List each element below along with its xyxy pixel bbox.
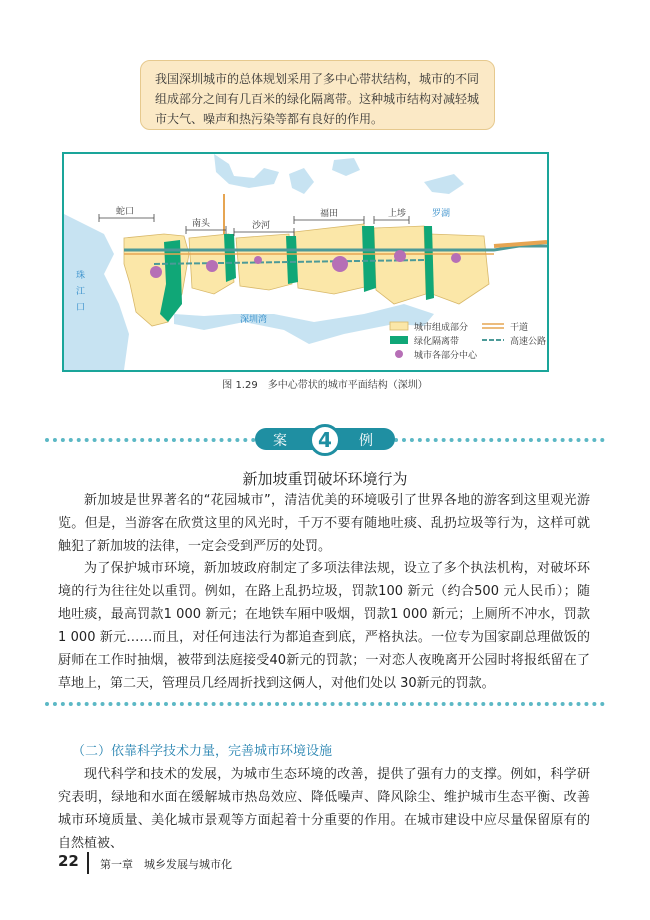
center-luohu — [451, 253, 461, 263]
case-badge-left: 案 — [273, 433, 287, 449]
legend-road: 干道 — [510, 323, 529, 333]
luohu-urban-area — [430, 234, 489, 304]
shenzhen-map-figure — [62, 152, 549, 372]
center-nantou — [206, 260, 218, 272]
legend-urban: 城市组成部分 — [414, 323, 469, 333]
futian-urban-area — [294, 224, 369, 294]
case-badge — [255, 424, 395, 454]
label-shangbu: 上埗 — [388, 209, 407, 219]
legend-highway: 高速公路 — [510, 337, 547, 347]
label-futian: 福田 — [320, 209, 339, 219]
reservoir-water-3 — [332, 158, 360, 176]
reservoir-water-4 — [424, 174, 464, 194]
reservoir-water-2 — [289, 168, 314, 194]
shangbu-urban-area — [374, 226, 426, 304]
figure-caption: 图 1.29 多中心带状的城市平面结构（深圳） — [222, 380, 428, 391]
center-futian — [332, 256, 348, 272]
case-bottom-divider — [45, 702, 605, 706]
label-luohu: 罗湖 — [432, 209, 451, 219]
green-belt-3 — [286, 236, 298, 284]
center-shahe — [254, 256, 262, 264]
shenzhen-map — [64, 154, 547, 370]
legend-swatch-road — [482, 324, 504, 328]
label-nantou: 南头 — [192, 219, 211, 229]
label-shahe: 沙河 — [252, 221, 271, 231]
legend-swatch-center — [395, 350, 403, 358]
legend-swatch-green — [390, 336, 408, 344]
section-heading: （二）依靠科学技术力量，完善城市环境设施 — [72, 744, 333, 759]
label-shenzhen-bay: 深圳湾 — [240, 315, 268, 325]
green-belt-4 — [362, 226, 376, 292]
center-shekou — [150, 266, 162, 278]
legend-swatch-urban — [390, 322, 408, 330]
case-badge-right: 例 — [359, 433, 373, 449]
center-shangbu — [394, 250, 406, 262]
case-title: 新加坡重罚破坏环境行为 — [242, 470, 408, 488]
label-shekou: 蛇口 — [116, 207, 135, 217]
pearl-river-water — [64, 214, 129, 370]
case-paragraph-2: 为了保护城市环境，新加坡政府制定了多项法律法规，设立了多个执法机构，对破坏环境的行为往往处以重罚。例如，在路上乱扔垃圾，罚款100 新元（约合500 元人民币）；随地吐痰，最高罚款1 000 新元；在地铁车厢中吸烟，罚款1 000 新元；上厕所不冲水，罚款1 000 新元……而且，对任何违法行为都追查到底，严格执法。一位专为国家副总理做饭的厨师在工作时抽烟，被带到法庭接受40新元的罚款；一对恋人夜晚离开公园时将报纸留在了草地上，第二天，管理员几经周折找到这俩人，对他们处以 30新元的罚款。 — [58, 561, 590, 691]
label-pearl-1: 珠 — [76, 271, 86, 281]
label-pearl-2: 江 — [76, 287, 86, 297]
section-paragraph: 现代科学和技术的发展，为城市生态环境的改善，提供了强有力的支撑。例如，科学研究表明，绿地和水面在缓解城市热岛效应、降低噪声、降风除尘、维护城市生态平衡、改善城市环境质量、美化城市景观等方面起着十分重要的作用。在城市建设中应尽量保留原有的自然植被、 — [58, 767, 590, 851]
reservoir-water-1 — [214, 154, 279, 188]
intro-note-box — [140, 60, 495, 130]
case-number: 4 — [309, 424, 341, 456]
case-paragraph-1: 新加坡是世界著名的“花园城市”，清洁优美的环境吸引了世界各地的游客到这里观光游览。但是，当游客在欣赏这里的风光时，千万不要有随地吐痰、乱扔垃圾等行为，这样可就触犯了新加坡的法律，一定会受到严厉的处罚。 — [58, 493, 590, 554]
green-belt-2 — [224, 234, 236, 282]
intro-note-text: 我国深圳城市的总体规划采用了多中心带状结构，城市的不同组成部分之间有几百米的绿化隔离带。这种城市结构对减轻城市大气、噪声和热污染等都有良好的作用。 — [155, 72, 480, 126]
footer-divider — [87, 852, 89, 874]
page-number: 22 — [58, 852, 79, 870]
legend-green: 绿化隔离带 — [414, 337, 460, 347]
legend-center: 城市各部分中心 — [414, 351, 478, 361]
chapter-title: 第一章 城乡发展与城市化 — [100, 858, 232, 871]
label-pearl-3: 口 — [76, 303, 86, 313]
